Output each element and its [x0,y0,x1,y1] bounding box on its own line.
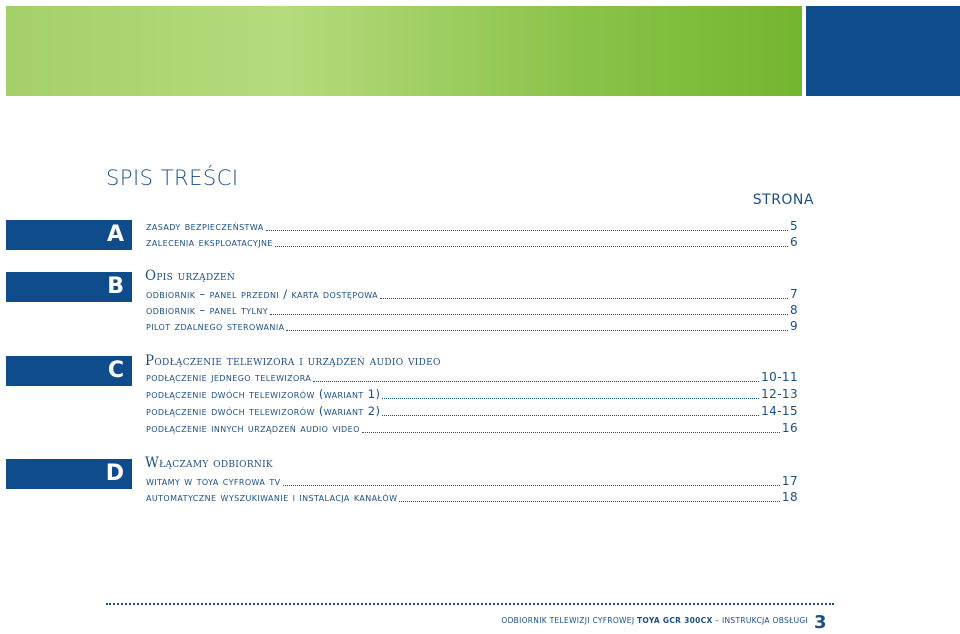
section-heading: Podłączenie telewizora i urządzeń audio video [145,353,441,369]
dot-leader [270,306,788,315]
toc-entry[interactable] [146,474,798,488]
dot-leader [275,238,788,247]
toc-entry-text: zalecenia eksploatacyjne [146,235,273,249]
toc-entry-text: podłączenie dwóch telewizorów (wariant 2) [146,404,381,418]
toc-entry[interactable] [146,387,798,401]
toc-entry[interactable] [146,319,798,333]
dot-leader [382,407,759,416]
header-banner-blue [806,6,960,96]
footer-caption [501,616,808,625]
dot-leader [399,493,780,502]
dot-leader [313,373,759,382]
section-heading: Opis urządzeń [145,268,236,284]
toc-entry-text: zasady bezpieczeństwa [146,219,264,233]
toc-entry-text: pilot zdalnego sterowania [146,319,285,333]
toc-entry[interactable] [146,421,798,435]
toc-entry-text: odbiornik – panel tylny [146,303,269,317]
section-tab-c: C [6,356,132,386]
toc-entry-page: 12-13 [761,387,798,401]
toc-entry-page: 14-15 [761,404,798,418]
section-tab-b: B [6,272,132,302]
footer-prefix: ODBIORNIK TELEWIZJI CYFROWEJ [501,616,635,625]
footer-suffix: – INSTRUKCJA OBSŁUGI [715,616,808,625]
toc-entry-page: 10-11 [761,370,798,384]
section-tab-d: D [6,459,132,489]
toc-entry-text: podłączenie dwóch telewizorów (wariant 1) [146,387,381,401]
page-title: SPIS TREŚCI [106,166,239,190]
toc-entry-text: witamy w toya cyfrowa tv [146,474,281,488]
toc-entry-page: 5 [789,219,798,233]
section-heading: Włączamy odbiornik [145,455,273,471]
dot-leader [286,322,788,331]
dot-leader [382,390,759,399]
footer-product: TOYA GCR 300CX [637,616,713,625]
dot-leader [380,290,788,299]
page-column-label: STRONA [752,192,814,208]
page-number: 3 [814,612,827,633]
toc-entry-page: 18 [781,490,798,504]
toc-entry-page: 7 [789,287,798,301]
toc-entry[interactable] [146,235,798,249]
toc-entry-text: podłączenie innych urządzeń audio video [146,421,360,435]
dot-leader [266,222,788,231]
section-tab-a: A [6,220,132,250]
footer-divider [106,603,834,605]
dot-leader [283,477,780,486]
toc-entry[interactable] [146,303,798,317]
header-banner-green [6,6,802,96]
toc-entry[interactable] [146,404,798,418]
toc-entry[interactable] [146,490,798,504]
toc-entry-text: odbiornik – panel przedni / karta dostępowa [146,287,379,301]
toc-entry-page: 9 [789,319,798,333]
toc-entry[interactable] [146,219,798,233]
toc-entry-page: 17 [781,474,798,488]
toc-entry-page: 8 [789,303,798,317]
toc-entry-text: automatyczne wyszukiwanie i instalacja kanałów [146,490,398,504]
toc-entry[interactable] [146,287,798,301]
toc-entry-text: podłączenie jednego telewizora [146,370,312,384]
toc-entry-page: 16 [781,421,798,435]
toc-entry[interactable] [146,370,798,384]
toc-entry-page: 6 [789,235,798,249]
dot-leader [362,424,780,433]
